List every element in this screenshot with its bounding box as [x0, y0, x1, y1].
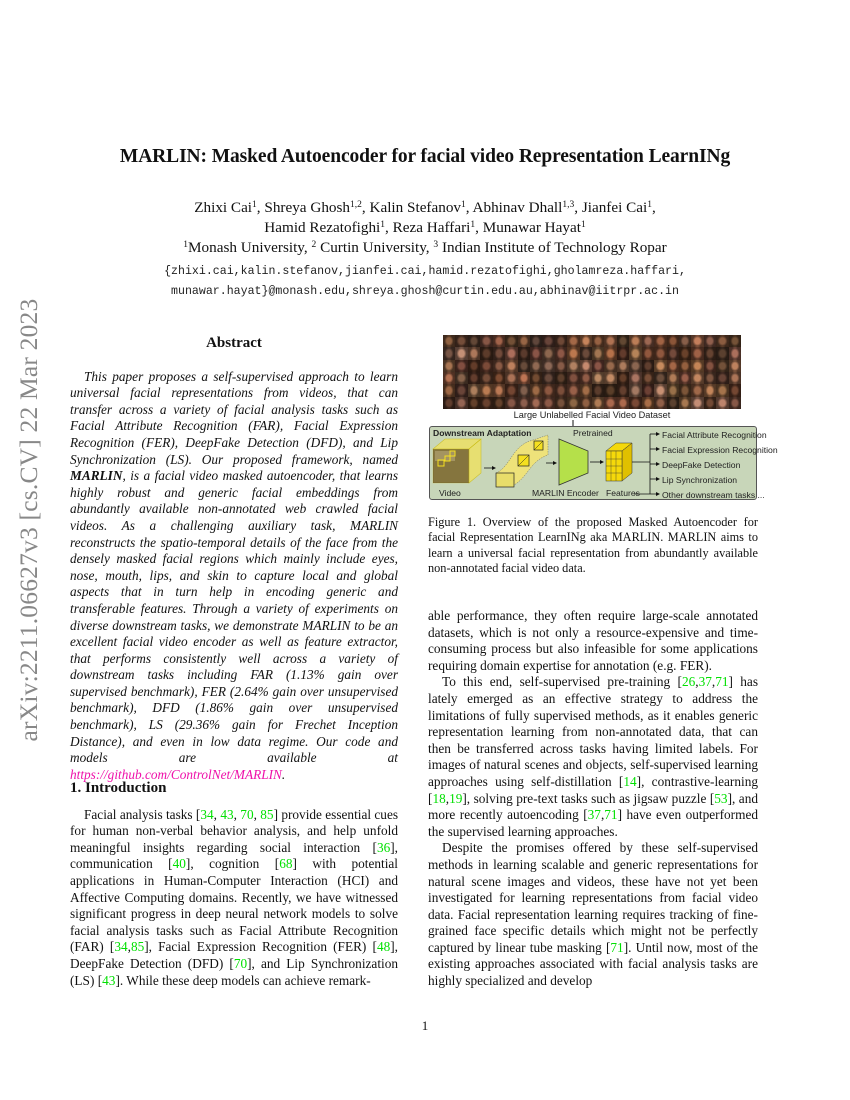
face-thumbnail — [629, 335, 641, 347]
face-thumbnail — [716, 335, 728, 347]
face-thumbnail — [617, 372, 629, 384]
face-thumbnail — [555, 384, 567, 396]
affiliation-mark: 1,3 — [562, 200, 575, 210]
face-thumbnail — [679, 335, 691, 347]
face-thumbnail — [505, 347, 517, 359]
affiliations — [0, 238, 850, 258]
face-thumbnail — [555, 335, 567, 347]
task-dfd: DeepFake Detection — [662, 460, 741, 470]
face-thumbnail — [691, 347, 703, 359]
face-thumbnail — [716, 372, 728, 384]
face-thumbnail — [729, 360, 741, 372]
face-thumbnail — [530, 397, 542, 409]
face-thumbnail — [530, 335, 542, 347]
face-thumbnail — [604, 347, 616, 359]
face-thumbnail — [704, 372, 716, 384]
face-thumbnail — [679, 384, 691, 396]
face-thumbnail — [443, 397, 455, 409]
face-thumbnail — [580, 360, 592, 372]
citation-link[interactable]: 70 — [240, 806, 254, 822]
face-thumbnail — [729, 372, 741, 384]
face-thumbnail — [455, 384, 467, 396]
author-emails — [0, 262, 850, 302]
face-thumbnail — [518, 335, 530, 347]
face-thumbnail — [480, 397, 492, 409]
face-thumbnail — [604, 397, 616, 409]
face-thumbnail — [542, 372, 554, 384]
intro-right-column — [428, 608, 758, 990]
face-thumbnail — [443, 335, 455, 347]
face-thumbnail — [617, 360, 629, 372]
downstream-title: Downstream Adaptation — [433, 428, 532, 438]
face-thumbnail — [505, 335, 517, 347]
face-thumbnail — [604, 372, 616, 384]
intro-paragraph-1: Facial analysis tasks [34, 43, 70, 85] provide essential cues for human non-verbal behavior analysis, and help unfold meaningful insights regarding social interaction [36], communication [40], cognition [68] with potential applications in Human-Computer Interaction (HCI) and Affective Computing domains. Recently, we have witnessed significant progress in deep neural network models to solve facial analysis tasks such as Facial Attribute Recognition (FAR) [34,85], Facial Expression Recognition (FER) [48], DeepFake Detection (DFD) [70], and Lip Synchronization (LS) [43]. While these deep models can achieve remark- — [70, 806, 399, 988]
face-thumbnail — [518, 384, 530, 396]
author-block — [0, 198, 850, 258]
affiliation-mark: 1 — [252, 200, 257, 210]
citation-link[interactable]: 36 — [376, 839, 391, 855]
face-thumbnail — [654, 372, 666, 384]
author-name: Reza Haffari — [392, 219, 471, 236]
face-thumbnail — [580, 397, 592, 409]
face-thumbnail — [555, 397, 567, 409]
face-thumbnail — [667, 335, 679, 347]
face-thumbnail — [629, 397, 641, 409]
face-thumbnail — [580, 384, 592, 396]
arxiv-stamp-text: arXiv:2211.06627v3 [cs.CV] 22 Mar 2023 — [14, 298, 43, 742]
face-thumbnail — [518, 397, 530, 409]
face-thumbnail — [642, 397, 654, 409]
figure-1-caption: Figure 1. Overview of the proposed Masked Autoencoder for facial Representation LearnINg aka MARLIN. MARLIN aims to learn a universal facial representation from abundantly available non-annotated facial video data. — [428, 515, 758, 576]
face-thumbnail — [567, 360, 579, 372]
face-thumbnail — [493, 397, 505, 409]
face-thumbnail — [518, 360, 530, 372]
face-thumbnail — [443, 384, 455, 396]
face-thumbnail — [629, 360, 641, 372]
author-name: Munawar Hayat — [482, 219, 581, 236]
intro-paragraph-1-continued: able performance, they often require large-scale annotated datasets, which is not only a resource-expensive and time-consuming process but also infeasible for some applications requiring domain expertise for annotation (e.g. FER). — [428, 608, 758, 673]
author-name: Jianfei Cai — [581, 199, 648, 216]
face-thumbnail — [468, 360, 480, 372]
face-thumbnail — [716, 397, 728, 409]
masked-tubes-icon — [496, 435, 548, 487]
task-ls: Lip Synchronization — [662, 475, 738, 485]
face-thumbnail — [480, 360, 492, 372]
face-thumbnail — [729, 397, 741, 409]
face-thumbnail — [455, 347, 467, 359]
face-thumbnail — [567, 372, 579, 384]
face-thumbnail — [542, 347, 554, 359]
face-thumbnail — [667, 384, 679, 396]
face-thumbnail — [617, 347, 629, 359]
affiliation-name: Curtin University, — [316, 239, 430, 256]
authors-line-1: Zhixi Cai$^1$, Shreya Ghosh$^{1,2}$, Kalin Stefanov$^1$, Abhinav Dhall$^{1,3}$, Jianfei Cai$^1$, — [194, 199, 656, 216]
citation-link[interactable]: 85 — [260, 806, 274, 822]
face-thumbnail — [480, 347, 492, 359]
face-thumbnail — [654, 335, 666, 347]
face-thumbnail — [480, 372, 492, 384]
features-label: Features — [606, 488, 640, 498]
face-thumbnail — [729, 347, 741, 359]
face-thumbnail — [443, 372, 455, 384]
affiliation-name: Indian Institute of Technology Ropar — [438, 239, 667, 256]
face-thumbnail — [679, 347, 691, 359]
face-thumbnail — [468, 372, 480, 384]
citation-link[interactable]: 34 — [114, 939, 128, 955]
face-thumbnail — [691, 360, 703, 372]
face-thumbnail — [567, 347, 579, 359]
face-thumbnail — [443, 347, 455, 359]
face-thumbnail — [629, 372, 641, 384]
face-thumbnail — [716, 347, 728, 359]
face-thumbnail — [654, 360, 666, 372]
face-thumbnail — [642, 384, 654, 396]
face-thumbnail — [716, 384, 728, 396]
face-thumbnail — [604, 335, 616, 347]
face-thumbnail — [567, 397, 579, 409]
face-thumbnail — [691, 372, 703, 384]
face-thumbnail — [555, 347, 567, 359]
citation-link[interactable]: 71 — [715, 674, 729, 690]
citation-link[interactable]: 68 — [279, 856, 293, 872]
face-thumbnail — [567, 384, 579, 396]
citation-link[interactable]: 34 — [200, 806, 214, 822]
face-thumbnail — [530, 372, 542, 384]
dataset-label: Large Unlabelled Facial Video Dataset — [513, 410, 671, 420]
face-thumbnail — [505, 372, 517, 384]
citation-link[interactable]: 43 — [102, 972, 116, 988]
face-thumbnail — [443, 360, 455, 372]
face-thumbnail — [493, 384, 505, 396]
face-thumbnail — [567, 335, 579, 347]
affiliation-mark: 1 — [647, 200, 652, 210]
face-thumbnail — [455, 397, 467, 409]
author-name: Kalin Stefanov — [369, 199, 462, 216]
citation-link[interactable]: 37 — [587, 807, 601, 823]
citation-link[interactable]: 71 — [610, 939, 624, 955]
face-thumbnail — [691, 335, 703, 347]
face-thumbnail — [505, 384, 517, 396]
face-thumbnail — [455, 335, 467, 347]
face-thumbnail — [704, 360, 716, 372]
marlin-bold: MARLIN — [70, 468, 123, 484]
intro-paragraph-2: To this end, self-supervised pre-training [26,37,71] has lately emerged as an effective strategy to address the limitations of fully supervised methods, as it enables generic representation learning from non-annotated data, that can then be transferred across tasks having limited labels. For images of natural scenes and objects, self-supervised learning approaches using self-distillation [14], contrastive-learning [18,19], solving pre-text tasks such as jigsaw puzzle [53], and more recently autoencoding [37,71] have even outperformed the supervised learning approaches. — [428, 674, 759, 839]
citation-link[interactable]: 43 — [220, 806, 234, 822]
features-block-icon — [606, 443, 632, 481]
face-thumbnail — [468, 335, 480, 347]
face-thumbnail — [530, 347, 542, 359]
face-thumbnail — [704, 397, 716, 409]
face-thumbnail — [493, 372, 505, 384]
face-thumbnail — [691, 397, 703, 409]
author-name: Shreya Ghosh — [264, 199, 351, 216]
face-thumbnail — [468, 397, 480, 409]
face-thumbnail — [468, 384, 480, 396]
encoder-label: MARLIN Encoder — [532, 488, 599, 498]
face-thumbnail — [542, 335, 554, 347]
task-other: Other downstream tasks ... — [662, 490, 765, 500]
face-thumbnail — [542, 360, 554, 372]
citation-link[interactable]: 37 — [698, 674, 712, 690]
face-thumbnail — [542, 397, 554, 409]
face-thumbnail — [716, 360, 728, 372]
face-thumbnail — [493, 347, 505, 359]
citation-link[interactable]: 18 — [432, 790, 446, 806]
face-thumbnail — [629, 384, 641, 396]
arxiv-stamp — [9, 280, 49, 760]
face-thumbnail — [629, 347, 641, 359]
encoder-icon — [559, 439, 588, 485]
face-thumbnail — [580, 335, 592, 347]
affiliation-mark: 1 — [183, 240, 189, 250]
emails-line-1: {zhixi.cai,kalin.stefanov,jianfei.cai,hamid.rezatofighi,gholamreza.haffari, — [164, 265, 686, 278]
introduction-section — [70, 780, 398, 989]
face-thumbnail — [505, 397, 517, 409]
page-number: 1 — [421, 1018, 429, 1033]
affiliation-mark: 1 — [380, 220, 386, 230]
abstract-heading: Abstract — [206, 335, 262, 351]
affiliation-mark: 1 — [470, 220, 476, 230]
affiliation-mark: 3 — [433, 240, 439, 250]
downstream-adaptation-box — [429, 426, 778, 500]
face-thumbnail — [667, 360, 679, 372]
citation-link[interactable]: 48 — [376, 939, 391, 955]
affiliation-mark: 1 — [580, 220, 586, 230]
face-thumbnail — [505, 360, 517, 372]
face-thumbnail — [480, 384, 492, 396]
emails-line-2: munawar.hayat}@monash.edu,shreya.ghosh@curtin.edu.au,abhinav@iitrpr.ac.in — [171, 285, 679, 298]
face-thumbnail — [704, 335, 716, 347]
face-thumbnail — [530, 384, 542, 396]
github-link[interactable]: https://github.com/ControlNet/MARLIN — [70, 766, 282, 782]
abstract-section — [70, 335, 398, 783]
face-dataset-grid — [443, 335, 741, 409]
face-thumbnail — [555, 372, 567, 384]
affiliation-mark: 1,2 — [350, 200, 362, 210]
face-thumbnail — [480, 335, 492, 347]
face-thumbnail — [455, 360, 467, 372]
face-thumbnail — [530, 360, 542, 372]
face-thumbnail — [592, 397, 604, 409]
face-thumbnail — [493, 335, 505, 347]
face-thumbnail — [654, 384, 666, 396]
face-thumbnail — [691, 384, 703, 396]
face-thumbnail — [592, 360, 604, 372]
video-cube-icon — [433, 439, 481, 483]
paper-title: MARLIN: Masked Autoencoder for facial video Representation LearnINg — [119, 146, 731, 167]
author-name: Hamid Rezatofighi — [264, 219, 381, 236]
face-thumbnail — [679, 372, 691, 384]
face-thumbnail — [604, 360, 616, 372]
face-thumbnail — [679, 397, 691, 409]
face-thumbnail — [592, 335, 604, 347]
face-thumbnail — [642, 360, 654, 372]
authors-line-2: Hamid Rezatofighi$^1$, Reza Haffari$^1$, Munawar Hayat$^1$ — [264, 219, 586, 236]
face-thumbnail — [654, 397, 666, 409]
face-thumbnail — [617, 397, 629, 409]
face-thumbnail — [592, 384, 604, 396]
citation-link[interactable]: 40 — [172, 856, 186, 872]
task-far: Facial Attribute Recognition — [662, 430, 767, 440]
face-thumbnail — [729, 384, 741, 396]
task-fer: Facial Expression Recognition — [662, 445, 778, 455]
video-label: Video — [439, 488, 461, 498]
affiliation-mark: 1 — [461, 200, 466, 210]
face-thumbnail — [617, 384, 629, 396]
face-thumbnail — [642, 335, 654, 347]
citation-link[interactable]: 26 — [681, 674, 696, 690]
citation-link[interactable]: 53 — [714, 790, 728, 806]
citation-link[interactable]: 14 — [623, 773, 637, 789]
citation-link[interactable]: 19 — [449, 790, 463, 806]
face-thumbnail — [667, 397, 679, 409]
introduction-heading: 1. Introduction — [70, 780, 167, 796]
face-thumbnail — [555, 360, 567, 372]
affiliation-mark: 2 — [311, 240, 317, 250]
face-thumbnail — [518, 372, 530, 384]
face-thumbnail — [493, 360, 505, 372]
face-thumbnail — [580, 347, 592, 359]
face-thumbnail — [542, 384, 554, 396]
citation-link[interactable]: 70 — [233, 955, 248, 971]
citation-link[interactable]: 71 — [604, 807, 618, 823]
face-thumbnail — [667, 347, 679, 359]
face-thumbnail — [468, 347, 480, 359]
face-thumbnail — [518, 347, 530, 359]
face-thumbnail — [604, 384, 616, 396]
face-thumbnail — [642, 372, 654, 384]
face-thumbnail — [679, 360, 691, 372]
face-thumbnail — [592, 372, 604, 384]
citation-link[interactable]: 85 — [130, 939, 145, 955]
pretrained-label: Pretrained — [573, 428, 613, 438]
author-name: Zhixi Cai — [194, 199, 253, 216]
face-thumbnail — [642, 347, 654, 359]
face-thumbnail — [580, 372, 592, 384]
face-thumbnail — [654, 347, 666, 359]
face-thumbnail — [667, 372, 679, 384]
face-thumbnail — [704, 384, 716, 396]
face-thumbnail — [455, 372, 467, 384]
author-name: Abhinav Dhall — [472, 199, 563, 216]
face-thumbnail — [729, 335, 741, 347]
abstract-text: This paper proposes a self-supervised approach to learn universal facial representations from videos, that can transfer across a variety of facial analysis tasks such as Facial Attribute Recognition (FAR), Facial Expression Recognition (FER), DeepFake Detection (DFD), and Lip Synchronization (LS). Our proposed framework, named MARLIN, is a facial video masked autoencoder, that learns highly robust and generic facial embeddings from abundantly available non-annotated web crawled facial videos. As a challenging auxiliary task, MARLIN reconstructs the spatio-temporal details of the face from the densely masked facial regions which mainly include eyes, nose, mouth, lips, and skin to capture local and global aspects that in turn help in encoding generic and transferable features. Through a variety of experiments on diverse downstream tasks, we demonstrate MARLIN to be an excellent facial video encoder as well as feature extractor, that performs consistently well across a variety of downstream tasks including FAR (1.13% gain over supervised benchmark), FER (2.64% gain over unsupervised benchmark), DFD (1.86% gain over unsupervised benchmark), LS (29.36% gain for Frechet Inception Distance), and even in low data regime. Our code and models are available at https://github.com/ControlNet/MARLIN. — [70, 368, 398, 782]
face-thumbnail — [592, 347, 604, 359]
face-thumbnail — [617, 335, 629, 347]
affiliation-name: Monash University, — [188, 239, 308, 256]
intro-paragraph-3: Despite the promises offered by these self-supervised methods in learning scalable and generic representations for natural scene images and videos, these have not yet been investigated for learning representations from facial video data. Facial representation learning requires tracking of fine-grained face specific details which might not be perfectly captured by linear tube masking [71]. Until now, most of the existing approaches associated with facial analysis tasks are highly specialized and develop — [428, 840, 759, 989]
face-thumbnail — [704, 347, 716, 359]
